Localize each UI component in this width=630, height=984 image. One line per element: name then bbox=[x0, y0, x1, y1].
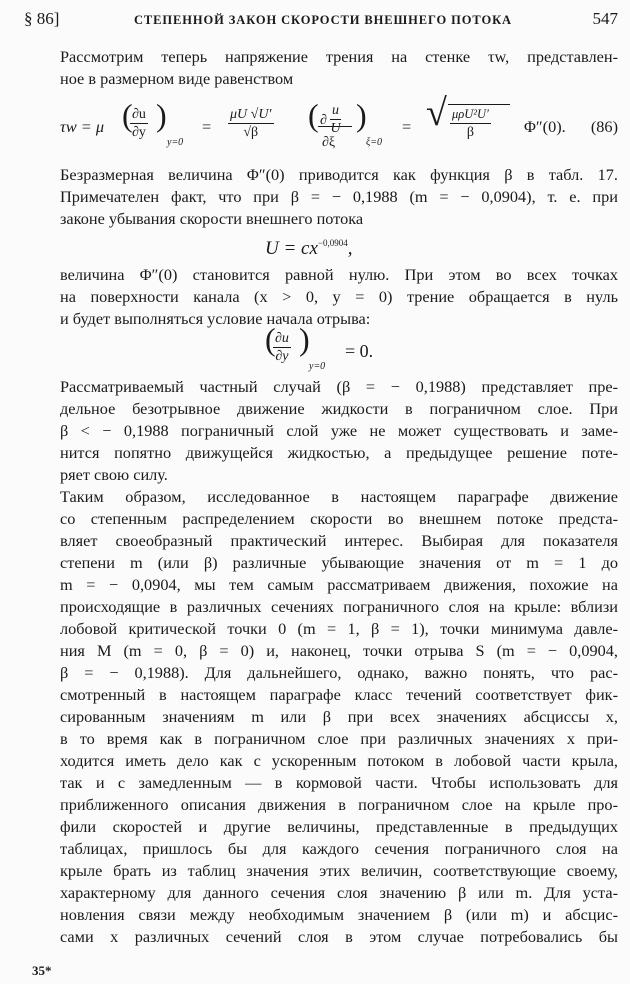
text-line: степени m (или β) различные убывающие значения от m = 1 до bbox=[60, 553, 618, 572]
text-line: Рассмотрим теперь напряжение трения на стенке τw, представлен- bbox=[60, 47, 618, 66]
text-line: ряет свою силу. bbox=[60, 465, 168, 484]
text-line: новления связи между необходимым значением β (или m) и абсцис- bbox=[60, 905, 618, 924]
text-line: крыле брать из таблиц значения этих величин, соответствующие своему, bbox=[60, 861, 618, 880]
eq86-fraction-1: $\frac{\mu U √U'}{√\beta}$ bbox=[230, 107, 272, 140]
text-line: β = − 0,1988). Для дальнейшего, однако, важно понять, что рас- bbox=[60, 663, 618, 682]
eq86-sqrt-fraction: μρU²U′ β bbox=[452, 107, 489, 140]
text-line: на поверхности канала (x > 0, y = 0) трение обращается в нуль bbox=[60, 287, 618, 306]
text-line: β < − 0,1988 пограничный слой уже не может существовать и заме- bbox=[60, 421, 618, 440]
text-line: законе убывания скорости внешнего потока bbox=[60, 209, 364, 228]
text-line: приближенного описания движения в пограничном слое на крыле про- bbox=[60, 795, 618, 814]
text-line: Рассматриваемый частный случай (β = − 0,1988) представляет пре- bbox=[60, 377, 618, 396]
text-line: сированным значениям m или β при всех значениях абсциссы x, bbox=[60, 707, 618, 726]
eq86-u-over-u: $\frac{u}{U}$ bbox=[330, 103, 341, 136]
text-line: ное в размерном виде равенством bbox=[60, 69, 294, 88]
text-line: величина Φ″(0) становится равной нулю. При этом во всех точках bbox=[60, 265, 618, 284]
text-line: нится попятно движущейся жидкостью, а предыдущее решение поте- bbox=[60, 443, 618, 462]
equation-86: τw = μ ( $\frac{\partial u}{\partial y}$ ) y=0 = $\frac{\mu U √U'}{√\beta}$ ( ∂ $\frac{u}{U}$ ∂ξ ) ξ=0 = √ μρU²U′ β Φ″(0). (86) bbox=[60, 102, 618, 158]
equation-velocity-law: $U = cx^{-0,0904}$, bbox=[265, 238, 353, 259]
text-line: фили скоростей и другие величины, представленные в предыдущих bbox=[60, 817, 618, 836]
page-number: 547 bbox=[592, 9, 618, 28]
text-line: таблицах, пришлось бы для каждого сечения пограничного слоя на bbox=[60, 839, 618, 858]
eq86-sub-y0: y=0 bbox=[167, 137, 184, 148]
text-line: смотренный в настоящем параграфе класс течений соответствует фик- bbox=[60, 685, 618, 704]
text-line: m = − 0,0904, мы тем самым рассматриваем движения, похожие на bbox=[60, 575, 618, 594]
text-line: характерному для данного сечения слоя значению β или m. Для уста- bbox=[60, 883, 618, 902]
text-line: лобовой критической точки 0 (m = 1, β = 1), точки минимума давле- bbox=[60, 619, 618, 638]
eq86-lhs: τw = μ bbox=[60, 117, 104, 136]
running-header bbox=[24, 8, 618, 30]
text-line: происходящие в различных сечениях пограничного слоя на крыле: вблизи bbox=[60, 597, 618, 616]
text-line: ходится иметь дело как с ускоренным потоком в лобовой части крыла, bbox=[60, 751, 618, 770]
text-line: Безразмерная величина Φ″(0) приводится как функция β в табл. 17. bbox=[60, 165, 618, 184]
text-line: сами x различных сечений слоя в этом случае потребовались бы bbox=[60, 927, 618, 946]
text-line: ния M (m = 0, β = 0) и, наконец, точки отрыва S (m = − 0,0904, bbox=[60, 641, 618, 660]
text-line: дельное безотрывное движение жидкости в пограничном слое. При bbox=[60, 399, 618, 418]
text-line: со степенным распределением скорости во внешнем потоке предста- bbox=[60, 509, 618, 528]
equation-separation: ( $\frac{\partial u}{\partial y}$ ) y=0 = 0. bbox=[265, 321, 374, 372]
text-line: и будет выполняться условие начала отрыва: bbox=[60, 309, 371, 328]
section-marker: § 86] bbox=[24, 9, 60, 28]
running-title: СТЕПЕННОЙ ЗАКОН СКОРОСТИ ВНЕШНЕГО ПОТОКА bbox=[134, 13, 512, 27]
text-line: Примечателен факт, что при β = − 0,1988 (m = − 0,0904), т. е. при bbox=[60, 187, 618, 206]
text-line: вляет своеобразный практический интерес. Выбирая для показателя bbox=[60, 531, 618, 550]
equation-label: (86) bbox=[590, 117, 618, 136]
text-line: так и с замедленным — в кормовой части. Чтобы использовать для bbox=[60, 773, 618, 792]
eq86-derivative: $\frac{\partial u}{\partial y}$ bbox=[132, 107, 146, 140]
text-line: Таким образом, исследованное в настоящем параграфе движение bbox=[60, 487, 618, 506]
signature-mark: 35* bbox=[32, 963, 52, 978]
text-line: в то время как в пограничном слое при различных значениях x при- bbox=[60, 729, 618, 748]
